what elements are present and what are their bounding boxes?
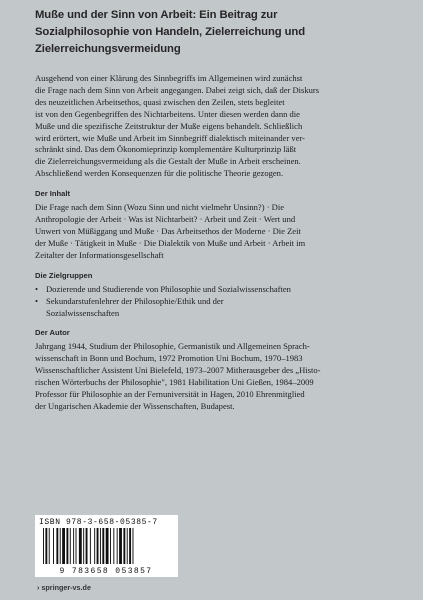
inhalt-line: Anthropologie der Arbeit · Was ist Nichtarbeit? · Arbeit und Zeit · Wert und (35, 214, 296, 225)
barcode-bar (123, 528, 125, 564)
list-item (35, 284, 407, 296)
barcode-bar (62, 528, 65, 564)
inhalt-line: Zeitalter der Informationsgesellschaft (35, 249, 164, 260)
publisher-link[interactable] (37, 583, 91, 592)
autor-line: Professor für Philosophie an der Fernuniversität in Hagen, 2010 Ehrenmitglied (35, 389, 305, 400)
barcode-bar (106, 528, 109, 564)
title-line: Zielerreichungsvermeidung (35, 43, 181, 55)
barcode-bar (83, 528, 84, 564)
list-item (35, 296, 407, 320)
intro-line: ist von den Gegenbegriffen des Nichtarbeitens. Unter diesen werden dann die (35, 108, 300, 119)
publisher-url: springer-vs.de (41, 583, 91, 592)
barcode-bar (86, 528, 88, 564)
inhalt-line: Unwert von Müßiggang und Muße · Das Arbeitsethos der Moderne · Die Zeit (35, 225, 301, 236)
barcode-bar (127, 528, 128, 564)
intro-line: schränkt sind. Das dem Ökonomieprinzip komplementäre Kulturprinzip läßt (35, 144, 297, 155)
zielgruppen-list (35, 284, 407, 320)
autor-line: Jahrgang 1944, Studium der Philosophie, Germanistik und Allgemeinen Sprach- (35, 341, 310, 352)
barcode-bar (43, 528, 44, 564)
barcode-bar (129, 528, 131, 564)
intro-line: Ausgehend von einer Klärung des Sinnbegriffs im Allgemeinen wird zunächst (35, 73, 303, 83)
barcode-graphic (37, 528, 176, 575)
barcode-bar (76, 528, 77, 564)
barcode-digits: 9 783658 053857 (59, 567, 153, 575)
intro-line: die Frage nach dem Sinn von Arbeit angegangen. Dabei zeigt sich, daß der Diskurs (35, 84, 320, 95)
intro-line: Muße und die spezifische Zeitstruktur der Muße eigens behandelt. Schließlich (35, 120, 303, 131)
autor-heading: Der Autor (35, 328, 70, 338)
intro-line: des neuzeitlichen Arbeitsethos, quasi zwischen den Zeilen, stets begleitet (35, 96, 285, 107)
inhalt-line: Die Frage nach dem Sinn (Wozu Sinn und nicht vielmehr Unsinn?) · Die (35, 202, 285, 213)
autor-line: Wissenschaftlicher Assistent Uni Bielefeld, 1973–2007 Mitherausgeber des „Histo- (35, 365, 321, 376)
inhalt-line: der Muße · Tätigkeit in Muße · Die Dialektik von Muße und Arbeit · Arbeit im (35, 237, 306, 248)
list-item-text: Sekundarstufenlehrer der Philosophie/Ethik und der (46, 295, 224, 306)
intro-line: wird erörtert, wie Muße und Arbeit im Sinnbegriff dialektisch miteinander ver- (35, 132, 306, 143)
barcode-bar (45, 528, 47, 564)
autor-line: der Ungarischen Akademie der Wissenschaften, Budapest. (35, 400, 235, 411)
cover-text (35, 7, 407, 413)
barcode-bar (117, 528, 118, 564)
bullet-icon: • (35, 283, 38, 294)
isbn-text: ISBN 978-3-658-05385-7 (39, 518, 158, 527)
title-line: Muße und der Sinn von Arbeit: Ein Beitrag zur (35, 9, 278, 21)
barcode-bar (73, 528, 74, 564)
barcode-bar (56, 528, 58, 564)
barcode-bar (100, 528, 101, 564)
zielgruppen-heading: Die Zielgruppen (35, 270, 93, 280)
barcode-bar (119, 528, 122, 564)
barcode-bar (110, 528, 111, 564)
inhalt-paragraph (35, 202, 407, 262)
intro-line: Abschließend werden Konsequenzen für die politische Theorie gezogen. (35, 168, 284, 179)
barcode-bar (94, 528, 95, 564)
barcode-bar (79, 528, 82, 564)
barcode-bar (60, 528, 61, 564)
barcode-bar (113, 528, 114, 564)
list-item-text: Sozialwissenschaften (46, 307, 120, 318)
list-item-text: Dozierende und Studierende von Philosophie und Sozialwissenschaften (46, 283, 291, 294)
barcode-bar (102, 528, 104, 564)
barcode-bar (90, 528, 91, 564)
arrow-right-icon: › (37, 583, 40, 592)
inhalt-heading: Der Inhalt (35, 189, 71, 199)
barcode-bar (53, 528, 54, 564)
isbn-barcode (35, 515, 178, 577)
barcode-bar (49, 528, 50, 564)
book-title (35, 7, 407, 58)
barcode-bar (133, 528, 134, 564)
intro-line: die Zielerreichungsvermeidung als die Gestalt der Muße in Arbeit erscheinen. (35, 156, 301, 167)
title-line: Sozialphilosophie von Handeln, Zielerreichung und (35, 26, 306, 38)
autor-line: wissenschaft in Bonn und Bochum, 1972 Promotion Uni Bochum, 1970–1983 (35, 353, 303, 364)
barcode-bar (97, 528, 99, 564)
autor-paragraph (35, 341, 407, 412)
barcode-bar (66, 528, 68, 564)
bullet-icon: • (35, 295, 38, 306)
barcode-bar (70, 528, 71, 564)
autor-line: rischen Wörterbuchs der Philosophie", 1981 Habilitation Uni Gießen, 1984–2009 (35, 377, 314, 388)
intro-paragraph (35, 73, 407, 180)
